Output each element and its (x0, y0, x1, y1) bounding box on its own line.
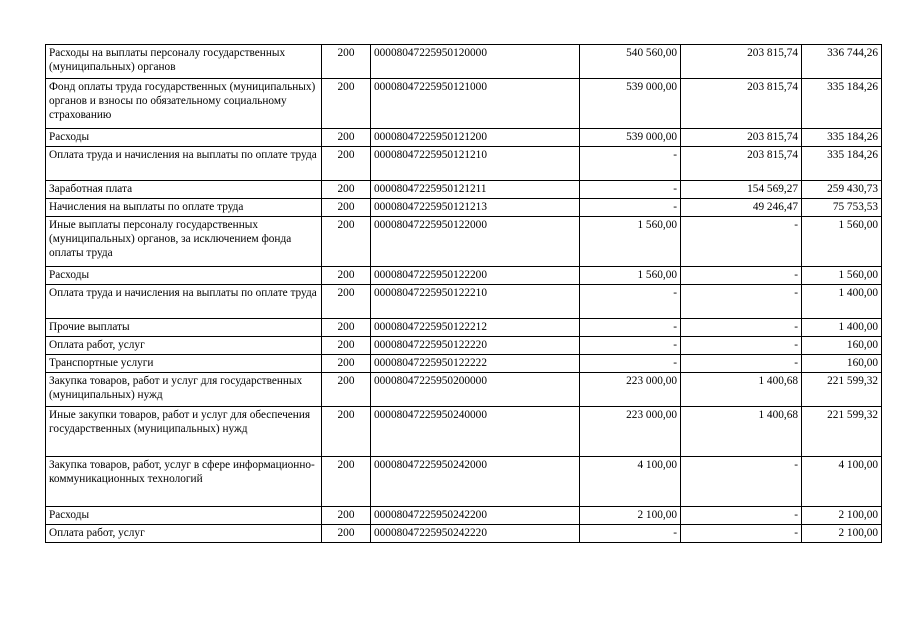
row-budget-code: 00008047225950122222 (371, 355, 580, 373)
row-name: Фонд оплаты труда государственных (муниципальных) органов и взносы по обязательному социальному страхованию (46, 79, 322, 129)
row-line-code: 200 (322, 267, 371, 285)
row-line-code: 200 (322, 129, 371, 147)
table-row (46, 525, 882, 543)
row-budget-code: 00008047225950121210 (371, 147, 580, 181)
row-approved-amount: 539 000,00 (580, 79, 681, 129)
row-budget-code: 00008047225950200000 (371, 373, 580, 407)
table-row (46, 129, 882, 147)
row-line-code: 200 (322, 337, 371, 355)
row-approved-amount: 1 560,00 (580, 217, 681, 267)
row-line-code: 200 (322, 45, 371, 79)
table-row (46, 355, 882, 373)
row-approved-amount: 1 560,00 (580, 267, 681, 285)
row-approved-amount: - (580, 319, 681, 337)
row-line-code: 200 (322, 147, 371, 181)
row-unexecuted-amount: 335 184,26 (802, 79, 882, 129)
row-name: Иные выплаты персоналу государственных (муниципальных) органов, за исключением фонда оплаты труда (46, 217, 322, 267)
row-approved-amount: 223 000,00 (580, 373, 681, 407)
row-budget-code: 00008047225950120000 (371, 45, 580, 79)
row-name: Начисления на выплаты по оплате труда (46, 199, 322, 217)
table-row (46, 319, 882, 337)
row-name: Оплата работ, услуг (46, 525, 322, 543)
row-line-code: 200 (322, 217, 371, 267)
row-name: Заработная плата (46, 181, 322, 199)
row-budget-code: 00008047225950122000 (371, 217, 580, 267)
row-name: Транспортные услуги (46, 355, 322, 373)
budget-table (45, 44, 882, 543)
row-executed-amount: - (681, 267, 802, 285)
row-executed-amount: - (681, 285, 802, 319)
row-executed-amount: 154 569,27 (681, 181, 802, 199)
row-executed-amount: 203 815,74 (681, 147, 802, 181)
row-line-code: 200 (322, 407, 371, 457)
row-executed-amount: - (681, 319, 802, 337)
row-approved-amount: - (580, 355, 681, 373)
table-row (46, 337, 882, 355)
row-budget-code: 00008047225950242200 (371, 507, 580, 525)
row-budget-code: 00008047225950122212 (371, 319, 580, 337)
row-line-code: 200 (322, 355, 371, 373)
row-name: Закупка товаров, работ, услуг в сфере информационно-коммуникационных технологий (46, 457, 322, 507)
row-name: Расходы на выплаты персоналу государственных (муниципальных) органов (46, 45, 322, 79)
row-budget-code: 00008047225950121000 (371, 79, 580, 129)
row-approved-amount: 223 000,00 (580, 407, 681, 457)
row-budget-code: 00008047225950122220 (371, 337, 580, 355)
row-unexecuted-amount: 1 560,00 (802, 217, 882, 267)
table-row (46, 285, 882, 319)
table-row (46, 79, 882, 129)
table-row (46, 181, 882, 199)
row-name: Оплата труда и начисления на выплаты по оплате труда (46, 147, 322, 181)
table-row (46, 199, 882, 217)
row-unexecuted-amount: 221 599,32 (802, 407, 882, 457)
table-row (46, 217, 882, 267)
table-row (46, 45, 882, 79)
row-executed-amount: - (681, 355, 802, 373)
row-name: Расходы (46, 129, 322, 147)
row-unexecuted-amount: 2 100,00 (802, 525, 882, 543)
row-name: Прочие выплаты (46, 319, 322, 337)
row-line-code: 200 (322, 319, 371, 337)
row-unexecuted-amount: 335 184,26 (802, 147, 882, 181)
row-budget-code: 00008047225950121213 (371, 199, 580, 217)
row-approved-amount: 2 100,00 (580, 507, 681, 525)
row-unexecuted-amount: 221 599,32 (802, 373, 882, 407)
row-budget-code: 00008047225950242220 (371, 525, 580, 543)
table-row (46, 407, 882, 457)
row-budget-code: 00008047225950121200 (371, 129, 580, 147)
row-approved-amount: - (580, 147, 681, 181)
row-name: Оплата труда и начисления на выплаты по оплате труда (46, 285, 322, 319)
row-unexecuted-amount: 160,00 (802, 355, 882, 373)
row-name: Закупка товаров, работ и услуг для государственных (муниципальных) нужд (46, 373, 322, 407)
row-line-code: 200 (322, 457, 371, 507)
row-line-code: 200 (322, 373, 371, 407)
row-budget-code: 00008047225950240000 (371, 407, 580, 457)
row-unexecuted-amount: 4 100,00 (802, 457, 882, 507)
table-row (46, 507, 882, 525)
row-approved-amount: - (580, 525, 681, 543)
row-line-code: 200 (322, 79, 371, 129)
row-executed-amount: 203 815,74 (681, 79, 802, 129)
row-name: Расходы (46, 267, 322, 285)
row-approved-amount: 4 100,00 (580, 457, 681, 507)
table-row (46, 457, 882, 507)
row-name: Иные закупки товаров, работ и услуг для обеспечения государственных (муниципальных) нужд (46, 407, 322, 457)
row-unexecuted-amount: 1 400,00 (802, 285, 882, 319)
row-executed-amount: 203 815,74 (681, 129, 802, 147)
row-line-code: 200 (322, 525, 371, 543)
row-approved-amount: - (580, 285, 681, 319)
row-approved-amount: 539 000,00 (580, 129, 681, 147)
row-unexecuted-amount: 259 430,73 (802, 181, 882, 199)
row-executed-amount: - (681, 337, 802, 355)
row-executed-amount: - (681, 217, 802, 267)
row-name: Расходы (46, 507, 322, 525)
row-unexecuted-amount: 335 184,26 (802, 129, 882, 147)
row-executed-amount: - (681, 525, 802, 543)
row-executed-amount: 203 815,74 (681, 45, 802, 79)
row-budget-code: 00008047225950242000 (371, 457, 580, 507)
row-name: Оплата работ, услуг (46, 337, 322, 355)
row-line-code: 200 (322, 199, 371, 217)
row-approved-amount: - (580, 181, 681, 199)
row-executed-amount: 1 400,68 (681, 407, 802, 457)
row-approved-amount: - (580, 337, 681, 355)
row-unexecuted-amount: 160,00 (802, 337, 882, 355)
table-row (46, 373, 882, 407)
row-line-code: 200 (322, 507, 371, 525)
row-budget-code: 00008047225950121211 (371, 181, 580, 199)
row-unexecuted-amount: 75 753,53 (802, 199, 882, 217)
row-unexecuted-amount: 1 560,00 (802, 267, 882, 285)
row-line-code: 200 (322, 285, 371, 319)
table-row (46, 267, 882, 285)
row-executed-amount: 1 400,68 (681, 373, 802, 407)
row-unexecuted-amount: 2 100,00 (802, 507, 882, 525)
row-executed-amount: 49 246,47 (681, 199, 802, 217)
row-approved-amount: - (580, 199, 681, 217)
row-executed-amount: - (681, 507, 802, 525)
row-budget-code: 00008047225950122200 (371, 267, 580, 285)
row-executed-amount: - (681, 457, 802, 507)
row-unexecuted-amount: 1 400,00 (802, 319, 882, 337)
table-row (46, 147, 882, 181)
row-line-code: 200 (322, 181, 371, 199)
row-budget-code: 00008047225950122210 (371, 285, 580, 319)
row-approved-amount: 540 560,00 (580, 45, 681, 79)
row-unexecuted-amount: 336 744,26 (802, 45, 882, 79)
